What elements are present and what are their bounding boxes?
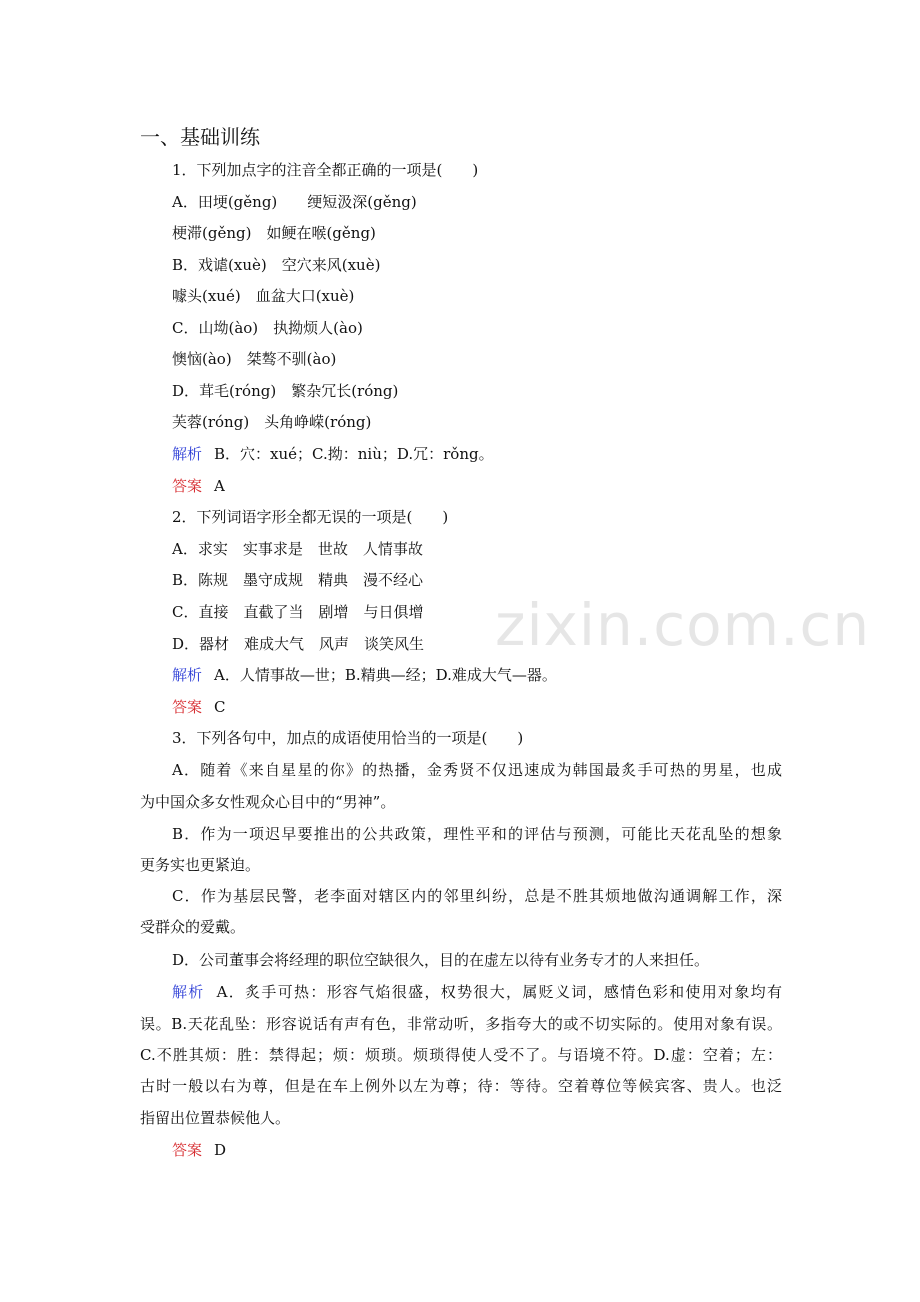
q3-option-a-line1: A．随着《来自星星的你》的热播，金秀贤不仅迅速成为韩国最炙手可热的男星，也成 [172,761,782,779]
q1-option-a-line2: 梗滞(gěng) 如鲠在喉(gěng) [172,224,376,242]
q3-analysis-line2: 误。B.天花乱坠：形容说话有声有色，非常动听，多指夸大的或不切实际的。使用对象有误。 [140,1015,782,1033]
answer-text: A [214,477,225,495]
q3-analysis-line1 [172,982,782,1002]
analysis-label: 解析 [172,666,203,684]
analysis-label: 解析 [172,983,205,1001]
answer-label: 答案 [172,1141,203,1159]
q1-option-d-line1: D．茸毛(róng) 繁杂冗长(róng) [172,382,399,400]
q3-answer [172,1140,226,1160]
answer-text: C [214,698,226,716]
q2-analysis [172,665,557,685]
q1-answer [172,476,225,496]
q1-option-c-line2: 懊恼(ào) 桀骜不驯(ào) [172,350,337,368]
q3-option-c-line2: 受群众的爱戴。 [140,918,246,936]
q3-option-b-line1: B．作为一项迟早要推出的公共政策，理性平和的评估与预测，可能比天花乱坠的想象 [172,825,782,843]
q3-analysis-line3: C.不胜其烦：胜：禁得起；烦：烦琐。烦琐得使人受不了。与语境不符。D.虚：空着；左： [140,1046,782,1064]
q3-stem: 3．下列各句中，加点的成语使用恰当的一项是( ) [172,729,524,747]
analysis-label: 解析 [172,445,203,463]
q1-option-b-line2: 噱头(xué) 血盆大口(xuè) [172,287,355,305]
answer-label: 答案 [172,698,203,716]
q2-option-d: D．器材 难成大气 风声 谈笑风生 [172,635,425,653]
q2-stem: 2．下列词语字形全都无误的一项是( ) [172,508,449,526]
analysis-text: A．炙手可热：形容气焰很盛，权势很大，属贬义词，感情色彩和使用对象均有 [216,983,782,1001]
analysis-text: A．人情事故—世；B.精典—经；D.难成大气—器。 [214,666,557,684]
q2-option-c: C．直接 直截了当 剧增 与日俱增 [172,603,424,621]
q3-option-d: D．公司董事会将经理的职位空缺很久，目的在虚左以待有业务专才的人来担任。 [172,951,710,969]
q2-answer [172,697,226,717]
q3-analysis-line5: 指留出位置恭候他人。 [140,1109,291,1127]
q3-analysis-line4: 古时一般以右为尊，但是在车上例外以左为尊；待：等待。空着尊位等候宾客、贵人。也泛 [140,1077,782,1095]
answer-label: 答案 [172,477,203,495]
q1-option-b-line1: B．戏谑(xuè) 空穴来风(xuè) [172,256,381,274]
q1-analysis [172,444,494,464]
q2-option-a: A．求实 实事求是 世故 人情事故 [172,540,423,558]
q3-option-a-line2: 为中国众多女性观众心目中的“男神”。 [140,793,396,811]
answer-text: D [214,1141,227,1159]
q2-option-b: B．陈规 墨守成规 精典 漫不经心 [172,571,424,589]
q1-option-c-line1: C．山坳(ào) 执拗烦人(ào) [172,319,363,337]
q1-option-a-line1: A．田埂(gěng) 绠短汲深(gěng) [172,193,417,211]
q3-option-b-line2: 更务实也更紧迫。 [140,856,261,874]
q3-option-c-line1: C．作为基层民警，老李面对辖区内的邻里纠纷，总是不胜其烦地做沟通调解工作，深 [172,887,782,905]
watermark: zixin.com.cn [495,591,871,659]
analysis-text: B．穴：xué；C.拗：niù；D.冗：rǒng。 [214,445,494,463]
q1-stem: 1．下列加点字的注音全都正确的一项是( ) [172,161,479,179]
section-title: 一、基础训练 [140,125,260,149]
q1-option-d-line2: 芙蓉(róng) 头角峥嵘(róng) [172,413,372,431]
